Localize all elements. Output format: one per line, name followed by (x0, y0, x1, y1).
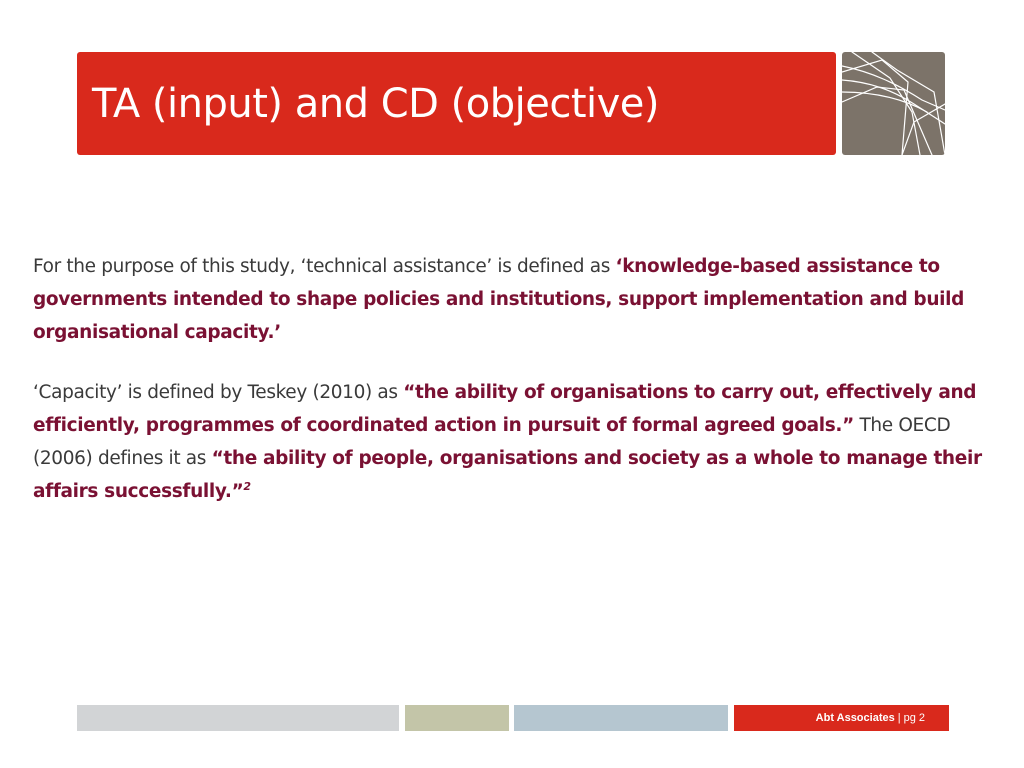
title-bar (77, 52, 836, 155)
paragraph-capacity-definition (33, 376, 1001, 508)
footer-separator: | (897, 712, 901, 724)
page-number: pg 2 (903, 712, 925, 724)
ta-intro-text: For the purpose of this study, ‘technical assistance’ is defined as (33, 256, 616, 277)
oecd-intro-text: The OECD (2006) defines it as (33, 415, 951, 469)
footer-bar-red (734, 705, 949, 731)
footer-bar-olive (405, 705, 509, 731)
abt-logo-icon (842, 52, 945, 155)
footnote-reference: 2 (243, 479, 251, 493)
slide-title: TA (input) and CD (objective) (92, 80, 660, 127)
ta-definition-quote: ‘knowledge-based assistance to governments intended to shape policies and institutions, support implementation and build organisational capacity.’ (33, 256, 965, 343)
footer-bar-gray (77, 705, 399, 731)
teskey-definition-quote: “the ability of organisations to carry out, effectively and efficiently, programmes of coordinated action in pursuit of formal agreed goals.” (33, 382, 977, 436)
capacity-intro-text: ‘Capacity’ is defined by Teskey (2010) as (33, 382, 404, 403)
oecd-definition-quote: “the ability of people, organisations and society as a whole to manage their affairs successfully.” (33, 448, 982, 502)
logo-lines-graphic (842, 52, 945, 155)
body-text (33, 250, 1001, 535)
paragraph-ta-definition (33, 250, 1001, 349)
footer-brand: Abt Associates (815, 712, 895, 724)
footer-bar-blue (514, 705, 728, 731)
